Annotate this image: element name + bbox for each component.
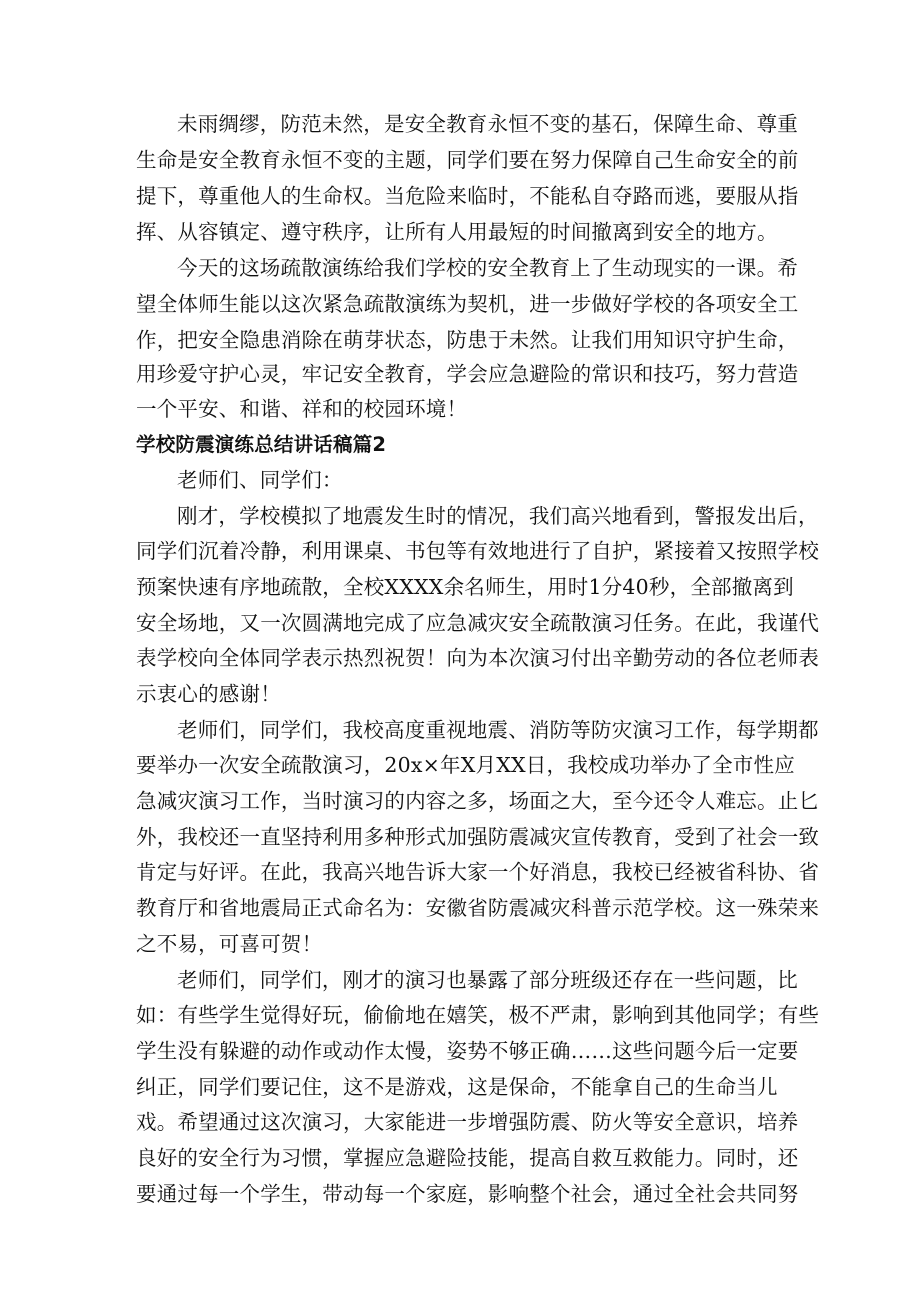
paragraph-line: 示衷心的感谢！: [136, 682, 281, 706]
paragraph-line: 如：有些学生觉得好玩，偷偷地在嬉笑，极不严肃，影响到其他同学；有些: [136, 1003, 820, 1027]
paragraph-line: 老师们，同学们，我校高度重视地震、消防等防灾演习工作，每学期都: [177, 718, 819, 742]
paragraph-line: 同学们沉着冷静，利用课桌、书包等有效地进行了自护，紧接着又按照学校: [136, 539, 820, 563]
paragraph-line: 安全场地，又一次圆满地完成了应急减灾安全疏散演习任务。在此，我谨代: [136, 611, 820, 635]
salutation-line: 老师们、同学们：: [177, 468, 343, 492]
section-heading: 学校防震演练总结讲话稿篇2: [136, 433, 387, 456]
paragraph-line: 刚才，学校模拟了地震发生时的情况，我们高兴地看到，警报发出后，: [177, 504, 819, 528]
paragraph-line: 要通过每一个学生，带动每一个家庭，影响整个社会，通过全社会共同努: [136, 1182, 799, 1206]
paragraph-line: 良好的安全行为习惯，掌握应急避险技能，提高自救互救能力。同时，还: [136, 1146, 799, 1170]
paragraph-line: 学生没有躲避的动作或动作太慢，姿势不够正确……这些问题今后一定要: [136, 1039, 799, 1063]
paragraph-line: 急减灾演习工作，当时演习的内容之多，场面之大，至今还令人难忘。止匕: [136, 789, 820, 813]
paragraph-line: 预案快速有序地疏散，全校XXXX余名师生，用时1分40秒，全部撤离到: [136, 575, 794, 599]
paragraph-line: 肯定与好评。在此，我高兴地告诉大家一个好消息，我校已经被省科协、省: [136, 860, 820, 884]
paragraph-line: 之不易，可喜可贺！: [136, 932, 323, 956]
paragraph-line: 纠正，同学们要记住，这不是游戏，这是保命，不能拿自己的生命当儿: [136, 1075, 778, 1099]
paragraph-line: 作，把安全隐患消除在萌芽状态，防患于未然。让我们用知识守护生命，: [136, 328, 799, 352]
paragraph-line: 挥、从容镇定、遵守秩序，让所有人用最短的时间撤离到安全的地方。: [136, 220, 778, 244]
paragraph-line: 望全体师生能以这次紧急疏散演练为契机，进一步做好学校的各项安全工: [136, 292, 799, 316]
paragraph-line: 教育厅和省地震局正式命名为：安徽省防震减灾科普示范学校。这一殊荣来: [136, 896, 820, 920]
paragraph-line: 提下，尊重他人的生命权。当危险来临时，不能私自夺路而逃，要服从指: [136, 184, 799, 208]
paragraph-line: 老师们，同学们，刚才的演习也暴露了部分班级还存在一些问题，比: [177, 968, 798, 992]
paragraph-line: 一个平安、和谐、祥和的校园环境！: [136, 397, 468, 421]
paragraph-line: 今天的这场疏散演练给我们学校的安全教育上了生动现实的一课。希: [177, 256, 798, 280]
paragraph-line: 用珍爱守护心灵，牢记安全教育，学会应急避险的常识和技巧，努力营造: [136, 362, 799, 386]
paragraph-line: 要举办一次安全疏散演习，20x×年X月XX日，我校成功举办了全市性应: [136, 753, 795, 777]
paragraph-line: 生命是安全教育永恒不变的主题，同学们要在努力保障自己生命安全的前: [136, 148, 799, 172]
paragraph-line: 戏。希望通过这次演习，大家能进一步增强防震、防火等安全意识，培养: [136, 1110, 799, 1134]
paragraph-line: 未雨绸缪，防范未然，是安全教育永恒不变的基石，保障生命、尊重: [177, 112, 798, 136]
paragraph-line: 表学校向全体同学表示热烈祝贺！向为本次演习付出辛勤劳动的各位老师表: [136, 646, 820, 670]
paragraph-line: 外，我校还一直坚持利用多种形式加强防震减灾宣传教育，受到了社会一致: [136, 825, 820, 849]
